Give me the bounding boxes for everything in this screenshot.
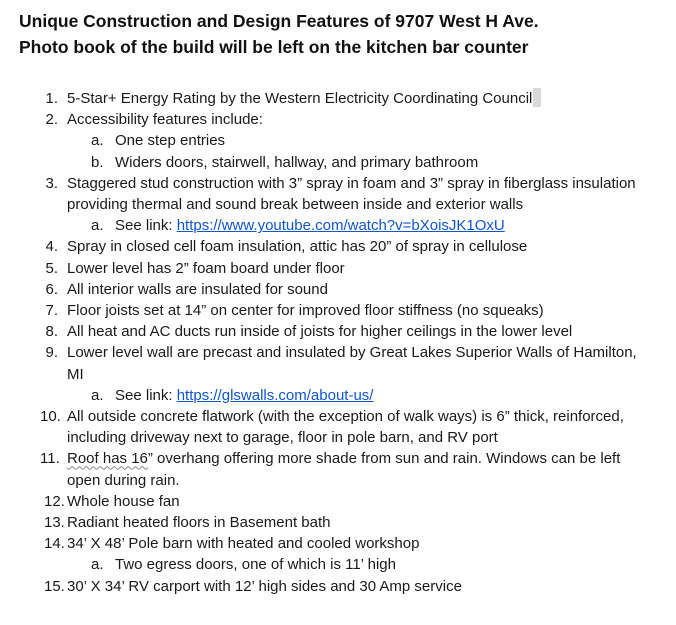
list-item [0, 109, 676, 130]
item-text: Staggered stud construction with 3” spray in foam and 3” spray in fiberglass insulation providing thermal and sound break between inside and exterior walls [67, 174, 636, 214]
sub-item-letter: a. [91, 386, 104, 404]
sub-item [0, 152, 676, 173]
sub-item-prefix: See link: [115, 217, 177, 235]
item-number: 4. [45, 238, 58, 256]
sub-item-prefix: See link: [115, 386, 177, 404]
item-number: 2. [45, 111, 58, 129]
item-text: Lower level wall are precast and insulated by Great Lakes Superior Walls of Hamilton, MI [67, 344, 637, 383]
sub-item [0, 554, 676, 575]
list-item [0, 512, 676, 533]
sub-item-letter: a. [91, 217, 104, 235]
list-item [0, 173, 676, 215]
item-text: All heat and AC ducts run inside of joists for higher ceilings in the lower level [67, 323, 573, 341]
list-item [0, 258, 676, 279]
item-number: 6. [45, 280, 58, 298]
youtube-link[interactable]: https://www.youtube.com/watch?v=bXoisJK1OxU [176, 217, 505, 235]
sub-item-text: One step entries [115, 132, 226, 150]
item-text: 34’ X 48’ Pole barn with heated and cooled workshop [67, 535, 420, 553]
list-item [0, 300, 676, 321]
sub-item-letter: b. [91, 153, 104, 171]
item-number: 5. [45, 259, 58, 277]
list-item [0, 236, 676, 257]
item-number: 12. [44, 492, 65, 510]
item-text: All outside concrete flatwork (with the exception of walk ways) is 6” thick, reinforced, including driveway next to garage, floor in pole barn, and RV port [67, 408, 624, 447]
item-text: Whole house fan [67, 492, 180, 510]
item-number: 10. [40, 408, 61, 426]
spellcheck-flagged-text: Roof has 16 [67, 450, 148, 468]
item-text: 5-Star+ Energy Rating by the Western Electricity Coordinating Council [67, 90, 533, 107]
item-number: 13. [44, 514, 65, 532]
sub-item [0, 130, 676, 151]
item-number: 3. [45, 174, 58, 192]
heading-subtitle: Photo book of the build will be left on the kitchen bar counter [19, 37, 529, 57]
list-item [0, 448, 676, 490]
item-text: Spray in closed cell foam insulation, attic has 20” of spray in cellulose [67, 238, 528, 256]
item-number: 8. [45, 323, 58, 341]
item-text: Floor joists set at 14” on center for improved floor stiffness (no squeaks) [67, 302, 544, 320]
item-number: 9. [45, 344, 58, 362]
list-item [0, 533, 676, 554]
sub-item [0, 215, 676, 236]
item-text: Accessibility features include: [67, 111, 263, 129]
item-number: 14. [44, 535, 65, 553]
item-number: 11. [40, 450, 60, 468]
list-item [0, 88, 676, 109]
sub-item-text: Widers doors, stairwell, hallway, and primary bathroom [115, 153, 479, 171]
item-text: 30’ X 34’ RV carport with 12’ high sides and 30 Amp service [67, 577, 462, 595]
item-number: 15. [44, 577, 65, 595]
sub-item-letter: a. [91, 132, 104, 150]
item-text: All interior walls are insulated for sound [67, 280, 328, 298]
list-item [0, 491, 676, 512]
sub-item-letter: a. [91, 556, 104, 574]
item-text: Lower level has 2” foam board under floor [67, 259, 345, 277]
heading-title: Unique Construction and Design Features of 9707 West H Ave. [19, 11, 539, 31]
item-text: Radiant heated floors in Basement bath [67, 514, 331, 532]
item-number: 1. [45, 90, 58, 107]
sub-item-text: Two egress doors, one of which is 11’ high [115, 556, 396, 574]
list-item [0, 406, 676, 448]
list-item [0, 279, 676, 300]
text-cursor [533, 88, 541, 107]
item-number: 7. [45, 302, 58, 320]
glswalls-link[interactable]: https://glswalls.com/about-us/ [176, 386, 374, 404]
list-item [0, 576, 676, 597]
list-item [0, 321, 676, 342]
item-text: ” overhang offering more shade from sun and rain. Windows can be left open during rain. [67, 450, 621, 489]
list-item [0, 342, 676, 384]
feature-list [0, 88, 676, 597]
sub-item [0, 385, 676, 406]
document-heading [19, 8, 659, 60]
